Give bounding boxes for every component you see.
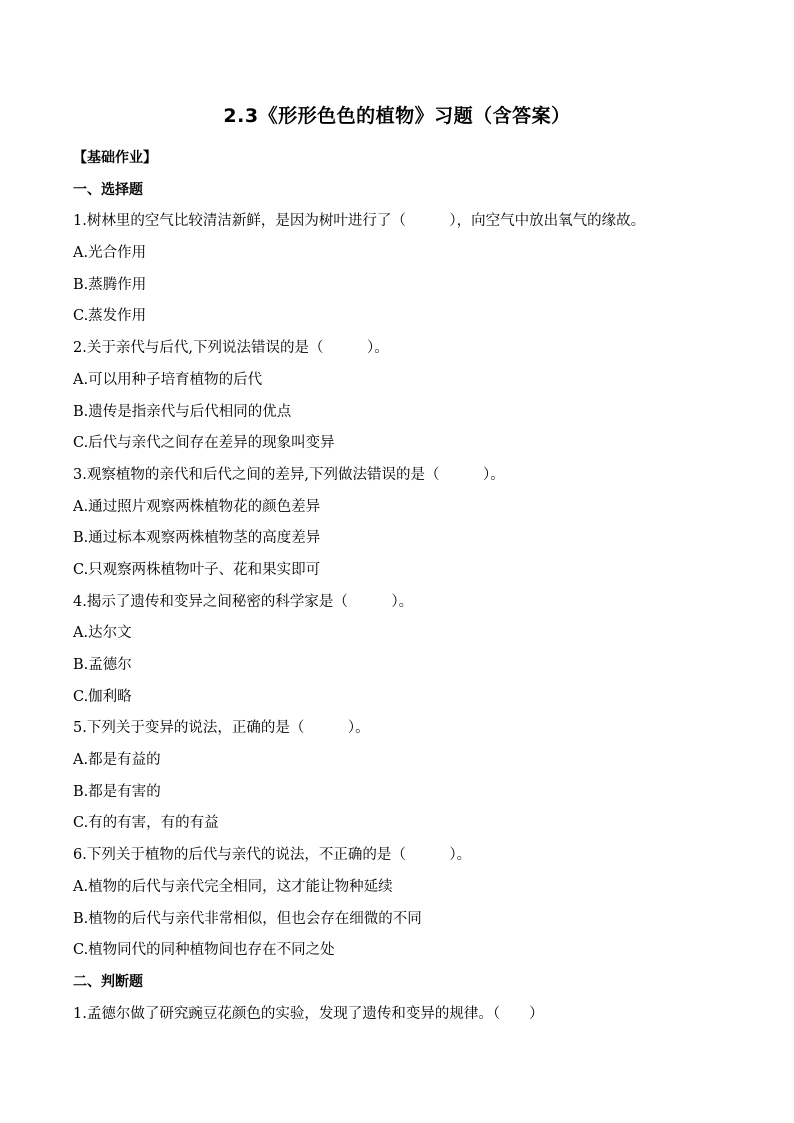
option-c: C.植物同代的同种植物间也存在不同之处 [73, 942, 335, 959]
question-stem: 6.下列关于植物的后代与亲代的说法，不正确的是（ ）。 [73, 847, 472, 864]
question-stem: 4.揭示了遗传和变异之间秘密的科学家是（ ）。 [73, 593, 414, 610]
section-basic-heading: 【基础作业】 [73, 150, 157, 166]
question-stem: 2.关于亲代与后代,下列说法错误的是（ ）。 [73, 340, 389, 357]
option-a: A.植物的后代与亲代完全相同，这才能让物种延续 [73, 878, 393, 895]
option-c: C.蒸发作用 [73, 308, 147, 325]
question-stem: 1.树林里的空气比较清洁新鲜，是因为树叶进行了（ ），向空气中放出氧气的缘故。 [73, 213, 646, 230]
option-b: B.蒸腾作用 [73, 276, 147, 293]
option-b: B.遗传是指亲代与后代相同的优点 [73, 403, 292, 420]
option-c: C.伽利略 [73, 688, 132, 705]
part1-heading: 一、选择题 [73, 181, 143, 198]
document-content [73, 143, 753, 1030]
option-a: A.通过照片观察两株植物花的颜色差异 [73, 498, 321, 515]
option-a: A.可以用种子培育植物的后代 [73, 371, 263, 388]
question-6 [73, 840, 753, 967]
question-stem: 3.观察植物的亲代和后代之间的差异,下列做法错误的是（ ）。 [73, 466, 505, 483]
question-stem: 5.下列关于变异的说法，正确的是（ ）。 [73, 720, 370, 737]
option-c: C.有的有害，有的有益 [73, 815, 219, 832]
option-a: A.都是有益的 [73, 752, 161, 769]
part2-heading: 二、判断题 [73, 973, 143, 990]
question-2 [73, 333, 753, 460]
document-title: 2.3《形形色色的植物》习题（含答案） [223, 105, 571, 127]
option-b: B.植物的后代与亲代非常相似，但也会存在细微的不同 [73, 910, 422, 927]
question-1 [73, 206, 753, 333]
option-b: B.都是有害的 [73, 783, 161, 800]
judgement-1: 1.孟德尔做了研究豌豆花颜色的实验，发现了遗传和变异的规律。（ ） [73, 1005, 544, 1022]
question-3 [73, 460, 753, 587]
question-4 [73, 587, 753, 714]
option-b: B.通过标本观察两株植物茎的高度差异 [73, 530, 321, 547]
question-5 [73, 713, 753, 840]
option-a: A.光合作用 [73, 245, 147, 262]
option-c: C.后代与亲代之间存在差异的现象叫变异 [73, 435, 335, 452]
option-b: B.孟德尔 [73, 657, 132, 673]
option-a: A.达尔文 [73, 625, 132, 642]
option-c: C.只观察两株植物叶子、花和果实即可 [73, 561, 321, 578]
